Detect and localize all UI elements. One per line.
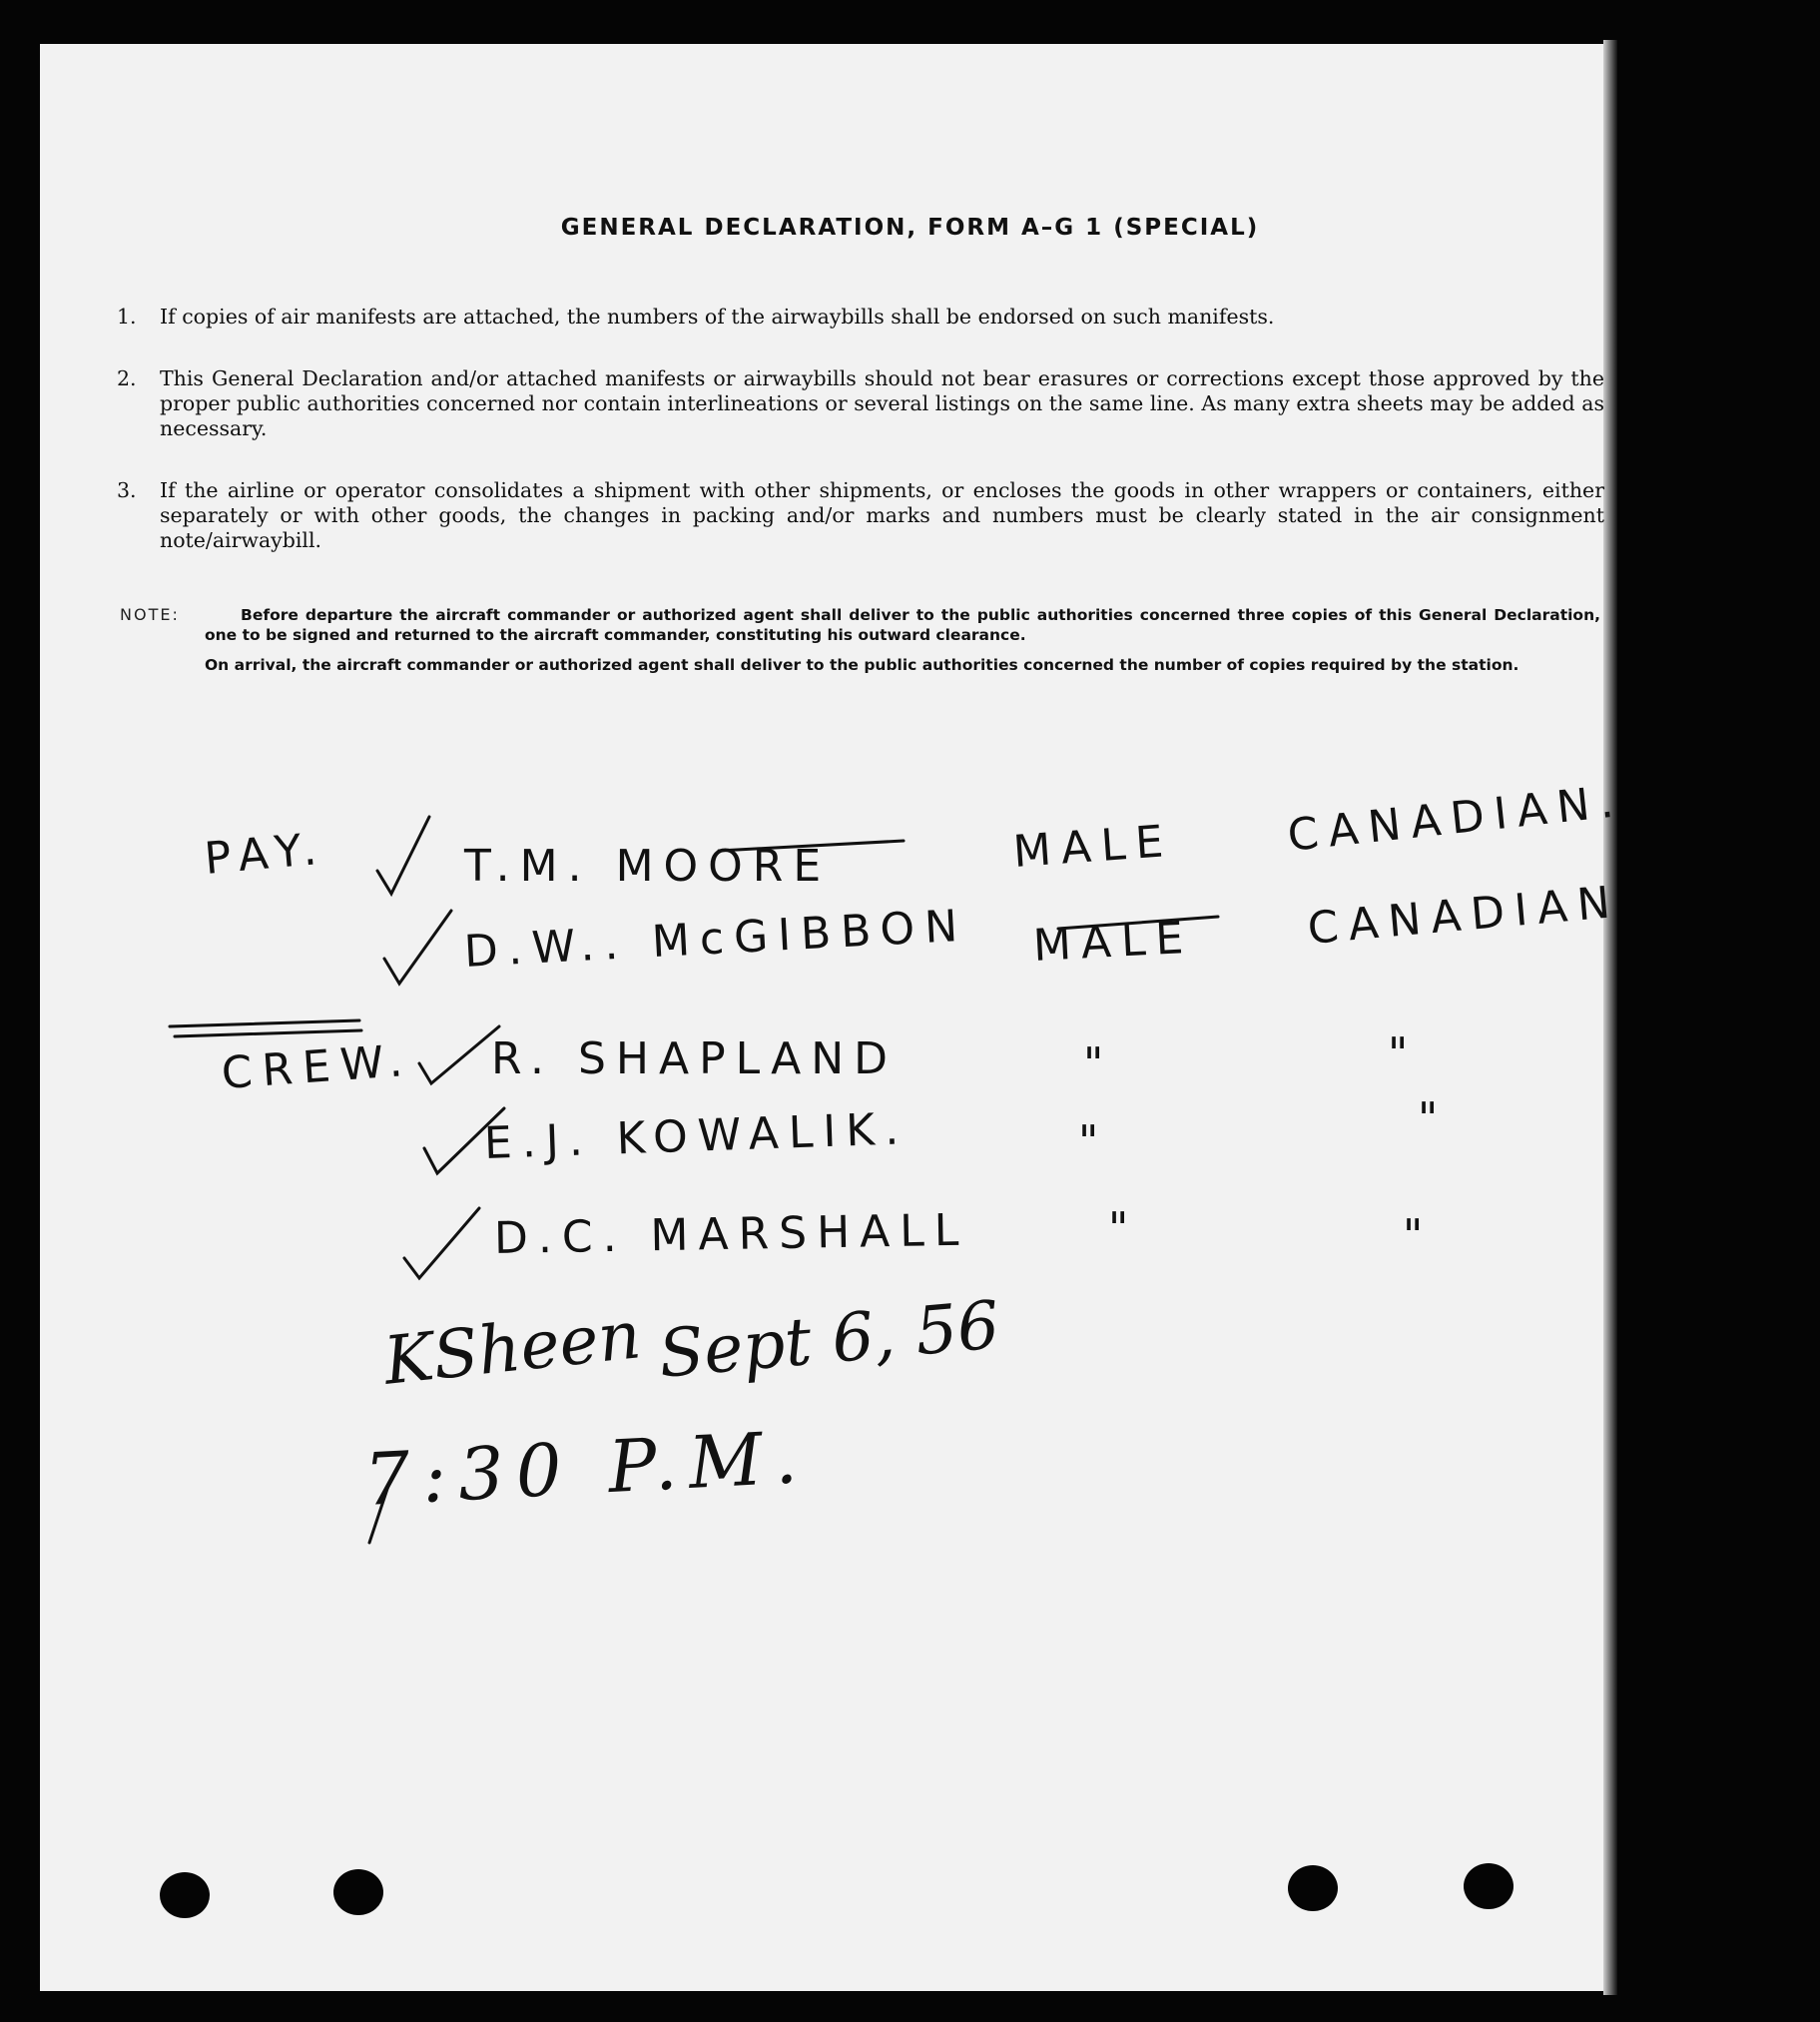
crew-name-3: D.C. MARSHALL xyxy=(493,1204,969,1264)
officer-signature: KSheen xyxy=(379,1296,645,1400)
note-paragraph-2: On arrival, the aircraft commander or authorized agent shall deliver to the public authorities concerned the number of copies required by the station. xyxy=(205,656,1519,674)
punch-hole xyxy=(1464,1863,1514,1909)
punch-hole xyxy=(333,1869,383,1915)
checkmark-1 xyxy=(377,817,429,894)
pay-label: PAY. xyxy=(202,823,329,885)
crew-rule-2 xyxy=(175,1030,361,1036)
passenger-name-1: T.M. MOORE xyxy=(464,841,832,892)
note-label: NOTE: xyxy=(120,605,180,624)
crew-nationality-1: " xyxy=(1388,1028,1419,1079)
item-text: This General Declaration and/or attached manifests or airwaybills should not bear erasures or corrections except those approved by the proper public authorities concerned nor contain interlineations or several listings on the same line. As many extra sheets may be added as necessary. xyxy=(160,366,1604,440)
checkmark-3 xyxy=(419,1026,499,1083)
crew-sex-3: " xyxy=(1108,1203,1139,1254)
checkmark-2 xyxy=(384,911,451,984)
checkmark-5 xyxy=(404,1208,479,1278)
item-text: If copies of air manifests are attached, the numbers of the airwaybills shall be endorsed on such manifests. xyxy=(160,305,1275,329)
form-title: GENERAL DECLARATION, FORM A–G 1 (SPECIAL) xyxy=(560,215,1260,241)
punch-hole xyxy=(160,1872,210,1918)
item-number: 1. xyxy=(117,305,137,329)
passenger-nationality-1: CANADIAN. xyxy=(1285,775,1626,862)
item-number: 2. xyxy=(117,366,137,390)
passenger-sex-2: MALE xyxy=(1031,912,1195,972)
passenger-sex-1: MALE xyxy=(1011,815,1175,878)
passenger-nationality-2: CANADIAN xyxy=(1305,876,1622,955)
signature-date: Sept 6, 56 xyxy=(655,1286,1003,1393)
crew-rule-1 xyxy=(170,1020,359,1026)
signature-time: 7:30 P.M. xyxy=(361,1414,812,1522)
crew-name-1: R. SHAPLAND xyxy=(491,1033,899,1084)
passenger-name-2: D.W.. McGIBBON xyxy=(462,900,969,978)
note-paragraph-1: Before departure the aircraft commander or authorized agent shall deliver to the public authorities concerned three copies of this General Declaration, one to be signed and returned to the aircraft commander, constituting his outward clearance. xyxy=(205,606,1600,644)
crew-name-2: E.J. KOWALIK. xyxy=(483,1103,910,1169)
crew-nationality-2: " xyxy=(1418,1093,1449,1144)
item-number: 3. xyxy=(117,478,137,502)
crew-sex-2: " xyxy=(1078,1116,1109,1167)
crew-label: CREW. xyxy=(220,1034,414,1099)
item-text: If the airline or operator consolidates a shipment with other shipments, or encloses the goods in other wrappers or containers, either separately or with other goods, the changes in packing and/or marks and numbers must be clearly stated in the air consignment note/airwaybill. xyxy=(160,478,1604,552)
crew-sex-1: " xyxy=(1083,1038,1114,1089)
punch-hole xyxy=(1288,1865,1338,1911)
crew-nationality-3: " xyxy=(1403,1210,1434,1261)
